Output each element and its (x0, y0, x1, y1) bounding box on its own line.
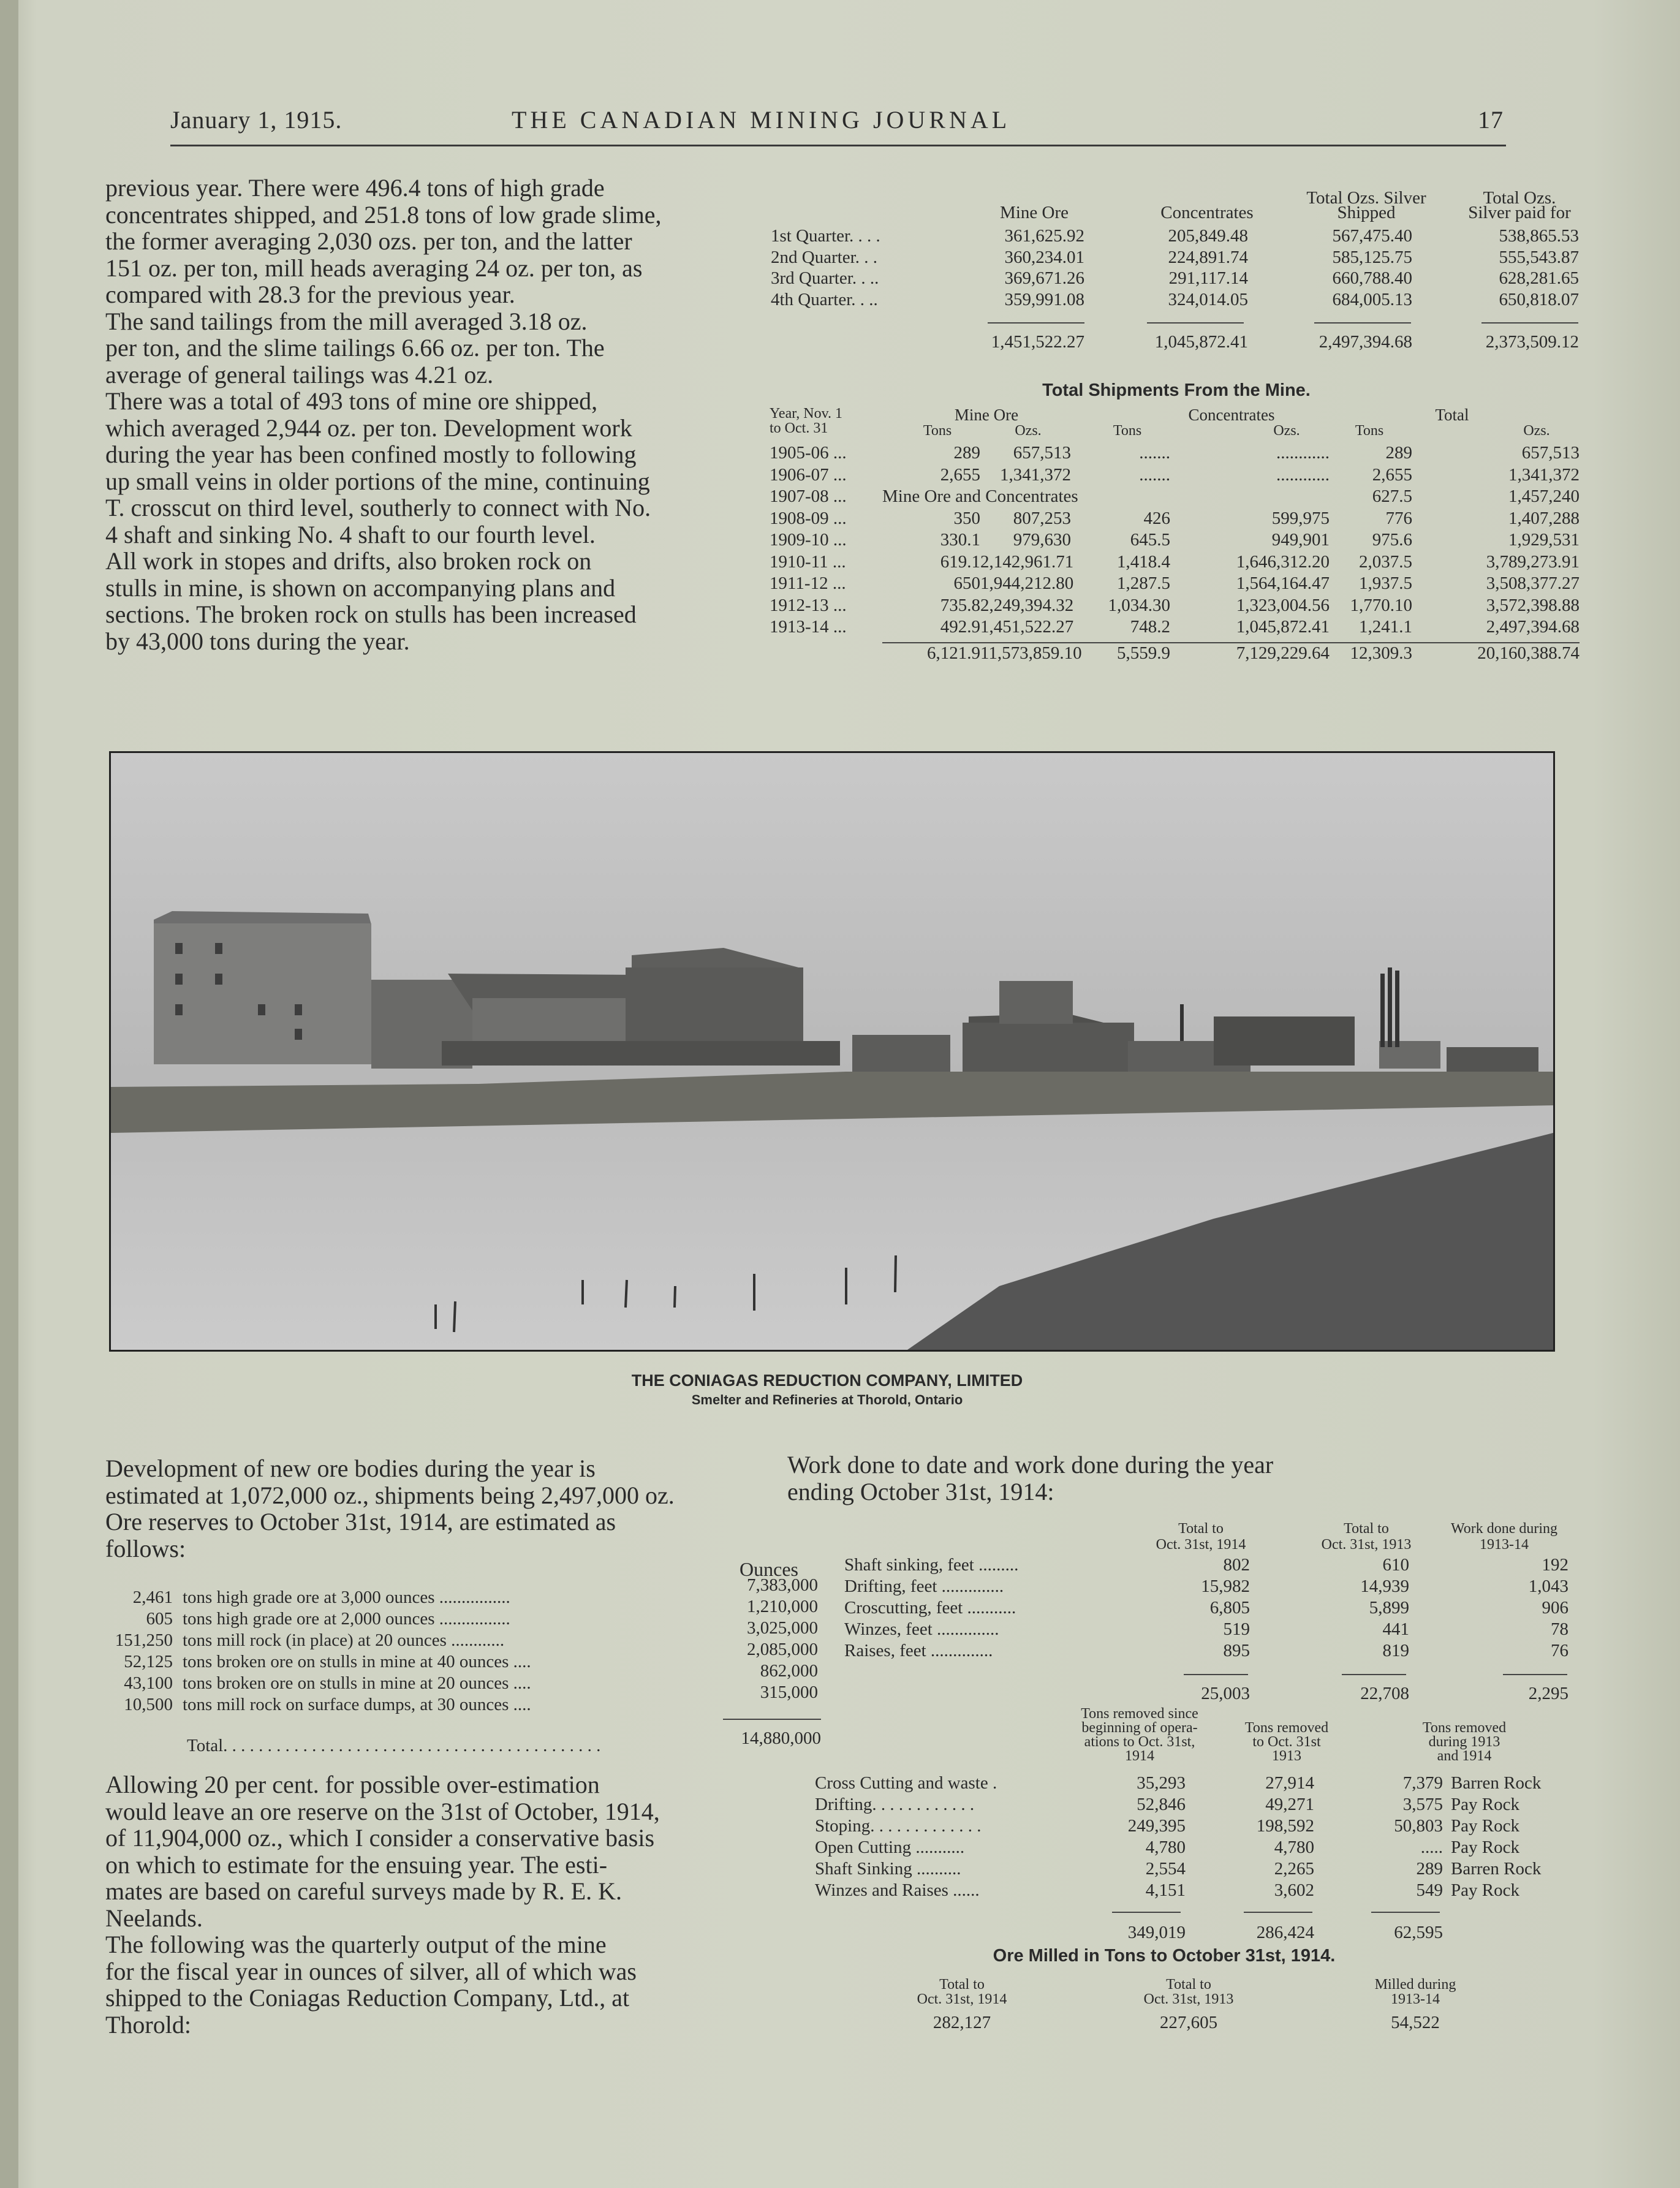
table-cell: 4,151 (1145, 1880, 1186, 1900)
table-cell: 1,564,164.47 (1236, 573, 1330, 593)
text-line: for the fiscal year in ounces of silver, all of which was (105, 1957, 637, 1985)
text-line: ending October 31st, 1914: (787, 1477, 1054, 1505)
table-cell: 1,418.4 (1117, 551, 1170, 572)
work-label: Winzes, feet .............. (844, 1619, 999, 1639)
table-cell: 1,770.10 (1350, 595, 1412, 615)
tons-header: 1913 (1272, 1748, 1301, 1764)
year-label: 1911-12 ... (770, 573, 846, 593)
text-line: per ton, and the slime tailings 6.66 oz. per ton. The (105, 334, 605, 362)
table-cell: 1,341,372 (1000, 464, 1071, 485)
table-cell: Barren Rock (1451, 1859, 1542, 1879)
reserve-tons: 151,250 (115, 1630, 173, 1650)
table-cell: Pay Rock (1451, 1880, 1519, 1900)
table-cell: 549 (1416, 1880, 1443, 1900)
table-cell: 1,323,004.56 (1236, 595, 1330, 615)
reserve-description: tons broken ore on stulls in mine at 20 ounces .... (183, 1673, 531, 1693)
tons-header: Tons removed since (1081, 1706, 1198, 1722)
text-line: T. crosscut on third level, southerly to connect with No. (105, 494, 651, 521)
reserve-description: tons mill rock (in place) at 20 ounces ............ (183, 1630, 505, 1650)
tons-header: to Oct. 31st (1252, 1734, 1321, 1750)
total-value: 7,129,229.64 (1236, 643, 1330, 663)
tons-header: beginning of opera- (1081, 1720, 1198, 1736)
table-cell: 735.8 (940, 595, 980, 615)
photo-coniagas-smelter (109, 751, 1555, 1352)
reserves-total-label: Total. . . . . . . . . . . . . . . . . . . . . . . . . . . . . . . . . . . . . . . . . . . (187, 1736, 601, 1755)
table-cell: 807,253 (1013, 508, 1071, 528)
text-line: stulls in mine, is shown on accompanying plans and (105, 573, 616, 602)
col-header-total-silver: Total Ozs. Silver (1306, 188, 1426, 208)
col-header-shipped: Shipped (1337, 203, 1396, 222)
table-cell: 819 (1382, 1641, 1409, 1660)
text-line: Development of new ore bodies during the year is (105, 1455, 596, 1482)
table-cell: Barren Rock (1451, 1773, 1542, 1793)
table-cell: 50,803 (1394, 1816, 1443, 1836)
table-cell: 205,849.48 (1168, 226, 1248, 246)
group-header-concentrates: Concentrates (1188, 406, 1275, 424)
tons-label: Cross Cutting and waste . (815, 1773, 997, 1793)
reserves-header-ounces: Ounces (740, 1558, 798, 1580)
total-value: 11,573,859.10 (980, 643, 1082, 663)
total-rule (1314, 322, 1411, 324)
work-done-intro (787, 1452, 1474, 1505)
table-cell: 1,944,212.80 (980, 573, 1074, 593)
table-cell: 1,646,312.20 (1236, 551, 1330, 572)
table-cell: ....... (1139, 464, 1170, 485)
table-cell: 2,037.5 (1359, 551, 1412, 572)
table-cell: 2,554 (1145, 1859, 1186, 1879)
text-line: mates are based on careful surveys made by R. E. K. (105, 1877, 622, 1905)
reserve-description: tons high grade ore at 3,000 ounces ................ (183, 1588, 510, 1607)
text-line: estimated at 1,072,000 oz., shipments being 2,497,000 oz. (105, 1481, 675, 1509)
work-header: Work done during (1450, 1521, 1558, 1537)
reserve-tons: 43,100 (124, 1673, 173, 1693)
reserve-ounces: 2,085,000 (747, 1640, 818, 1659)
table-cell: 657,513 (1521, 443, 1580, 463)
year-label: 1910-11 ... (770, 551, 846, 572)
table-cell: 748.2 (1130, 617, 1170, 637)
table-cell: 249,395 (1127, 1816, 1186, 1836)
total-value: 1,045,872.41 (1154, 332, 1248, 352)
table-cell: 619.1 (940, 551, 980, 572)
table-cell: 1,457,240 (1508, 486, 1580, 506)
text-line: Work done to date and work done during the year (787, 1451, 1274, 1478)
table-cell: 360,234.01 (1004, 247, 1084, 267)
table-cell: 289 (1416, 1859, 1443, 1879)
sub-header: Ozs. (1273, 423, 1300, 439)
table-cell: 52,846 (1137, 1795, 1186, 1814)
table-cell: 645.5 (1130, 530, 1170, 550)
reserve-tons: 605 (146, 1609, 173, 1629)
tons-label: Open Cutting ........... (815, 1838, 965, 1857)
total-value: 286,424 (1256, 1923, 1314, 1942)
work-label: Drifting, feet .............. (844, 1577, 1004, 1596)
table-cell: ............ (1276, 464, 1330, 485)
milled-header: 1913-14 (1391, 1991, 1440, 2007)
sub-header: Tons (923, 423, 952, 439)
total-rule (1244, 1912, 1312, 1913)
col-header-mine-ore: Mine Ore (1000, 203, 1069, 222)
total-value: 2,295 (1528, 1684, 1568, 1703)
tons-header: during 1913 (1428, 1734, 1500, 1750)
text-line: 151 oz. per ton, mill heads averaging 24 oz. per ton, as (105, 254, 643, 282)
text-line: compared with 28.3 for the previous year. (105, 281, 515, 308)
table-cell: 585,125.75 (1332, 247, 1412, 267)
total-value: 20,160,388.74 (1477, 643, 1580, 663)
year-label: 1906-07 ... (770, 464, 847, 485)
tons-header: Tons removed (1422, 1720, 1507, 1736)
milled-value: 54,522 (1391, 2013, 1440, 2032)
table-cell: 979,630 (1013, 530, 1071, 550)
table-cell: 1,341,372 (1508, 464, 1580, 485)
total-rule (1184, 1674, 1248, 1675)
reserve-description: tons broken ore on stulls in mine at 40 ounces .... (183, 1652, 531, 1671)
photo-caption-subtitle: Smelter and Refineries at Thorold, Ontario (691, 1392, 963, 1407)
work-label: Shaft sinking, feet ......... (844, 1555, 1019, 1575)
text-line: average of general tailings was 4.21 oz. (105, 360, 494, 388)
total-value: 6,121.9 (927, 643, 980, 663)
total-rule (1503, 1674, 1567, 1675)
work-header: 1913-14 (1480, 1537, 1529, 1553)
total-value: 62,595 (1394, 1923, 1443, 1942)
table-cell: 35,293 (1137, 1773, 1186, 1793)
shipments-title: Total Shipments From the Mine. (1042, 380, 1311, 400)
col-header-silver-paid: Silver paid for (1468, 203, 1571, 222)
page-gutter (0, 0, 18, 2188)
quarter-label: 4th Quarter. . .. (771, 289, 878, 309)
top-left-text (105, 175, 755, 654)
quarter-label: 2nd Quarter. . . (771, 247, 877, 267)
total-rule (1147, 322, 1244, 324)
table-cell: 492.9 (940, 617, 980, 637)
table-cell: 359,991.08 (1004, 289, 1084, 309)
milled-header: Milled during (1374, 1977, 1456, 1993)
table-cell: 76 (1551, 1641, 1568, 1660)
table-cell: 650,818.07 (1499, 289, 1579, 309)
table-cell: 441 (1382, 1619, 1409, 1639)
text-line: The following was the quarterly output of the mine (105, 1931, 607, 1958)
table-cell: 1,287.5 (1117, 573, 1170, 593)
total-rule (1371, 1912, 1440, 1913)
header-date: January 1, 1915. (170, 106, 342, 134)
table-cell: 350 (953, 508, 980, 528)
table-cell: 2,655 (1372, 464, 1412, 485)
table-cell: 3,602 (1274, 1880, 1314, 1900)
table-cell: 3,572,398.88 (1486, 595, 1580, 615)
total-value: 22,708 (1360, 1684, 1409, 1703)
text-line: 4 shaft and sinking No. 4 shaft to our fourth level. (105, 520, 596, 548)
table-cell: 802 (1223, 1555, 1250, 1575)
milled-value: 227,605 (1159, 2013, 1218, 2032)
table-cell: 289 (1385, 443, 1412, 463)
table-cell: 27,914 (1265, 1773, 1314, 1793)
reserve-ounces: 7,383,000 (747, 1575, 818, 1595)
table-cell: 1,034.30 (1108, 595, 1170, 615)
table-cell: 2,265 (1274, 1859, 1314, 1879)
table-cell: 555,543.87 (1499, 247, 1579, 267)
sub-header: Tons (1355, 423, 1384, 439)
table-cell: 1,937.5 (1359, 573, 1412, 593)
total-rule (1342, 1674, 1406, 1675)
table-cell: 949,901 (1271, 530, 1330, 550)
work-header: Oct. 31st, 1914 (1156, 1537, 1246, 1553)
table-cell: 1,241.1 (1359, 617, 1412, 637)
table-cell: 650 (953, 573, 980, 593)
table-cell: 369,671.26 (1004, 268, 1084, 288)
milled-value: 282,127 (933, 2013, 991, 2032)
table-cell: 628,281.65 (1499, 268, 1579, 288)
year-label: 1909-10 ... (770, 530, 847, 550)
total-rule (1481, 322, 1578, 324)
tons-header: 1914 (1125, 1748, 1154, 1764)
table-cell: 2,655 (940, 464, 980, 485)
col-header-concentrates: Concentrates (1160, 203, 1254, 222)
work-label: Raises, feet .............. (844, 1641, 993, 1660)
bottom-left-text-b (105, 1771, 755, 2038)
table-cell: 361,625.92 (1004, 226, 1084, 246)
header-rule (170, 145, 1506, 146)
table-cell: Mine Ore and Concentrates (882, 486, 1078, 506)
photo-caption-title: THE CONIAGAS REDUCTION COMPANY, LIMITED (631, 1371, 1023, 1390)
work-header: Total to (1178, 1521, 1224, 1537)
table-cell: 78 (1551, 1619, 1568, 1639)
text-line: which averaged 2,944 oz. per ton. Development work (105, 414, 632, 442)
total-rule (988, 322, 1084, 324)
tons-header: Tons removed (1244, 1720, 1329, 1736)
text-line: Neelands. (105, 1904, 203, 1932)
text-line: Thorold: (105, 2010, 191, 2038)
table-cell: 289 (953, 443, 980, 463)
year-header-1: Year, Nov. 1 (770, 406, 843, 422)
text-line: Allowing 20 per cent. for possible over-estimation (105, 1771, 600, 1798)
total-value: 12,309.3 (1350, 643, 1412, 663)
sub-header: Tons (1113, 423, 1142, 439)
text-line: on which to estimate for the ensuing year. The esti- (105, 1850, 608, 1879)
text-line: by 43,000 tons during the year. (105, 627, 410, 655)
table-cell: Pay Rock (1451, 1838, 1519, 1857)
table-cell: 224,891.74 (1168, 247, 1248, 267)
tons-header: and 1914 (1437, 1748, 1492, 1764)
total-value: 1,451,522.27 (991, 332, 1084, 352)
text-line: of 11,904,000 oz., which I consider a conservative basis (105, 1824, 655, 1852)
table-cell: 426 (1143, 508, 1170, 528)
milled-header: Oct. 31st, 1913 (1143, 1991, 1234, 2007)
text-line: All work in stopes and drifts, also broken rock on (105, 547, 592, 575)
group-header-total: Total (1435, 406, 1469, 424)
table-cell: 324,014.05 (1168, 289, 1248, 309)
reserve-tons: 2,461 (132, 1588, 173, 1607)
total-rule (1112, 1912, 1181, 1913)
table-cell: 5,899 (1369, 1598, 1409, 1618)
total-value: 2,373,509.12 (1485, 332, 1579, 352)
milled-header: Total to (1166, 1977, 1211, 1993)
tons-label: Drifting. . . . . . . . . . . . (815, 1795, 975, 1814)
table-cell: 14,939 (1360, 1577, 1409, 1596)
milled-header: Total to (939, 1977, 985, 1993)
table-cell: 906 (1542, 1598, 1568, 1618)
table-cell: 2,497,394.68 (1486, 617, 1580, 637)
quarter-label: 1st Quarter. . . . (771, 226, 880, 246)
table-cell: 599,975 (1271, 508, 1330, 528)
table-cell: 1,407,288 (1508, 508, 1580, 528)
total-value: 349,019 (1127, 1923, 1186, 1942)
table-cell: 1,045,872.41 (1236, 617, 1330, 637)
table-cell: 291,117.14 (1168, 268, 1248, 288)
bottom-left-text-a (105, 1455, 755, 1562)
table-cell: 610 (1382, 1555, 1409, 1575)
year-header-2: to Oct. 31 (770, 420, 828, 436)
table-cell: 538,865.53 (1499, 226, 1579, 246)
table-cell: 3,508,377.27 (1486, 573, 1580, 593)
work-label: Croscutting, feet ........... (844, 1598, 1016, 1618)
tons-header: ations to Oct. 31st, (1084, 1734, 1195, 1750)
text-line: sections. The broken rock on stulls has been increased (105, 600, 637, 628)
year-label: 1907-08 ... (770, 486, 847, 506)
table-cell: 627.5 (1372, 486, 1412, 506)
table-cell: 2,249,394.32 (980, 595, 1074, 615)
reserve-description: tons mill rock on surface dumps, at 30 ounces .... (183, 1695, 531, 1714)
reserve-ounces: 3,025,000 (747, 1618, 818, 1638)
table-cell: 1,451,522.27 (980, 617, 1074, 637)
text-line: shipped to the Coniagas Reduction Company, Ltd., at (105, 1984, 630, 2012)
year-label: 1905-06 ... (770, 443, 847, 463)
total-rule (723, 1719, 821, 1720)
reserve-ounces: 1,210,000 (747, 1597, 818, 1616)
reserve-ounces: 862,000 (760, 1661, 818, 1681)
table-cell: ..... (1420, 1838, 1443, 1857)
sub-header: Ozs. (1523, 423, 1550, 439)
table-cell: 519 (1223, 1619, 1250, 1639)
table-cell: 1,929,531 (1508, 530, 1580, 550)
table-cell: 1,043 (1528, 1577, 1568, 1596)
table-cell: ............ (1276, 443, 1330, 463)
table-cell: 330.1 (940, 530, 980, 550)
group-header-mine-ore: Mine Ore (954, 406, 1019, 424)
reserves-total-value: 14,880,000 (741, 1728, 821, 1748)
table-cell: 198,592 (1256, 1816, 1314, 1836)
table-cell: 776 (1385, 508, 1412, 528)
table-cell: ....... (1139, 443, 1170, 463)
reserve-tons: 10,500 (124, 1695, 173, 1714)
milled-header: Oct. 31st, 1914 (917, 1991, 1007, 2007)
table-cell: Pay Rock (1451, 1795, 1519, 1814)
ore-milled-title: Ore Milled in Tons to October 31st, 1914. (993, 1946, 1336, 1966)
text-line: The sand tailings from the mill averaged 3.18 oz. (105, 307, 588, 335)
table-cell: 4,780 (1145, 1838, 1186, 1857)
text-line: up small veins in older portions of the mine, continuing (105, 467, 650, 495)
page-number: 17 (1478, 106, 1504, 134)
total-value: 2,497,394.68 (1319, 332, 1412, 352)
text-line: the former averaging 2,030 ozs. per ton, and the latter (105, 227, 632, 255)
text-line: during the year has been confined mostly to following (105, 441, 637, 468)
reserve-ounces: 315,000 (760, 1683, 818, 1702)
total-value: 5,559.9 (1117, 643, 1170, 663)
table-cell: 6,805 (1209, 1598, 1250, 1618)
table-cell: 567,475.40 (1332, 226, 1412, 246)
tons-label: Winzes and Raises ...... (815, 1880, 980, 1900)
quarter-label: 3rd Quarter. . .. (771, 268, 879, 288)
table-cell: 3,789,273.91 (1486, 551, 1580, 572)
text-line: would leave an ore reserve on the 31st of October, 1914, (105, 1797, 660, 1825)
reserve-description: tons high grade ore at 2,000 ounces ................ (183, 1609, 510, 1629)
text-line: There was a total of 493 tons of mine ore shipped, (105, 387, 598, 415)
year-label: 1908-09 ... (770, 508, 847, 528)
reserve-tons: 52,125 (124, 1652, 173, 1671)
tons-label: Stoping. . . . . . . . . . . . . (815, 1816, 982, 1836)
table-cell: 192 (1542, 1555, 1568, 1575)
text-line: follows: (105, 1534, 186, 1562)
table-cell: Pay Rock (1451, 1816, 1519, 1836)
smelter-photo (111, 753, 1553, 1350)
table-cell: 15,982 (1201, 1577, 1250, 1596)
work-header: Total to (1344, 1521, 1389, 1537)
total-value: 25,003 (1201, 1684, 1250, 1703)
tons-label: Shaft Sinking .......... (815, 1859, 961, 1879)
table-cell: 684,005.13 (1332, 289, 1412, 309)
text-line: Ore reserves to October 31st, 1914, are estimated as (105, 1508, 616, 1535)
table-cell: 895 (1223, 1641, 1250, 1660)
text-line: concentrates shipped, and 251.8 tons of low grade slime, (105, 200, 662, 229)
table-cell: 7,379 (1402, 1773, 1443, 1793)
table-cell: 49,271 (1265, 1795, 1314, 1814)
table-cell: 3,575 (1402, 1795, 1443, 1814)
table-cell: 657,513 (1013, 443, 1071, 463)
journal-title: THE CANADIAN MINING JOURNAL (512, 106, 1011, 134)
table-cell: 4,780 (1274, 1838, 1314, 1857)
year-label: 1913-14 ... (770, 617, 847, 637)
work-header: Oct. 31st, 1913 (1321, 1537, 1412, 1553)
col-header-total-ozs: Total Ozs. (1483, 188, 1556, 208)
sub-header: Ozs. (1015, 423, 1042, 439)
table-cell: 660,788.40 (1332, 268, 1412, 288)
table-cell: 2,142,961.71 (980, 551, 1074, 572)
table-cell: 975.6 (1372, 530, 1412, 550)
year-label: 1912-13 ... (770, 595, 847, 615)
text-line: previous year. There were 496.4 tons of high grade (105, 174, 605, 202)
